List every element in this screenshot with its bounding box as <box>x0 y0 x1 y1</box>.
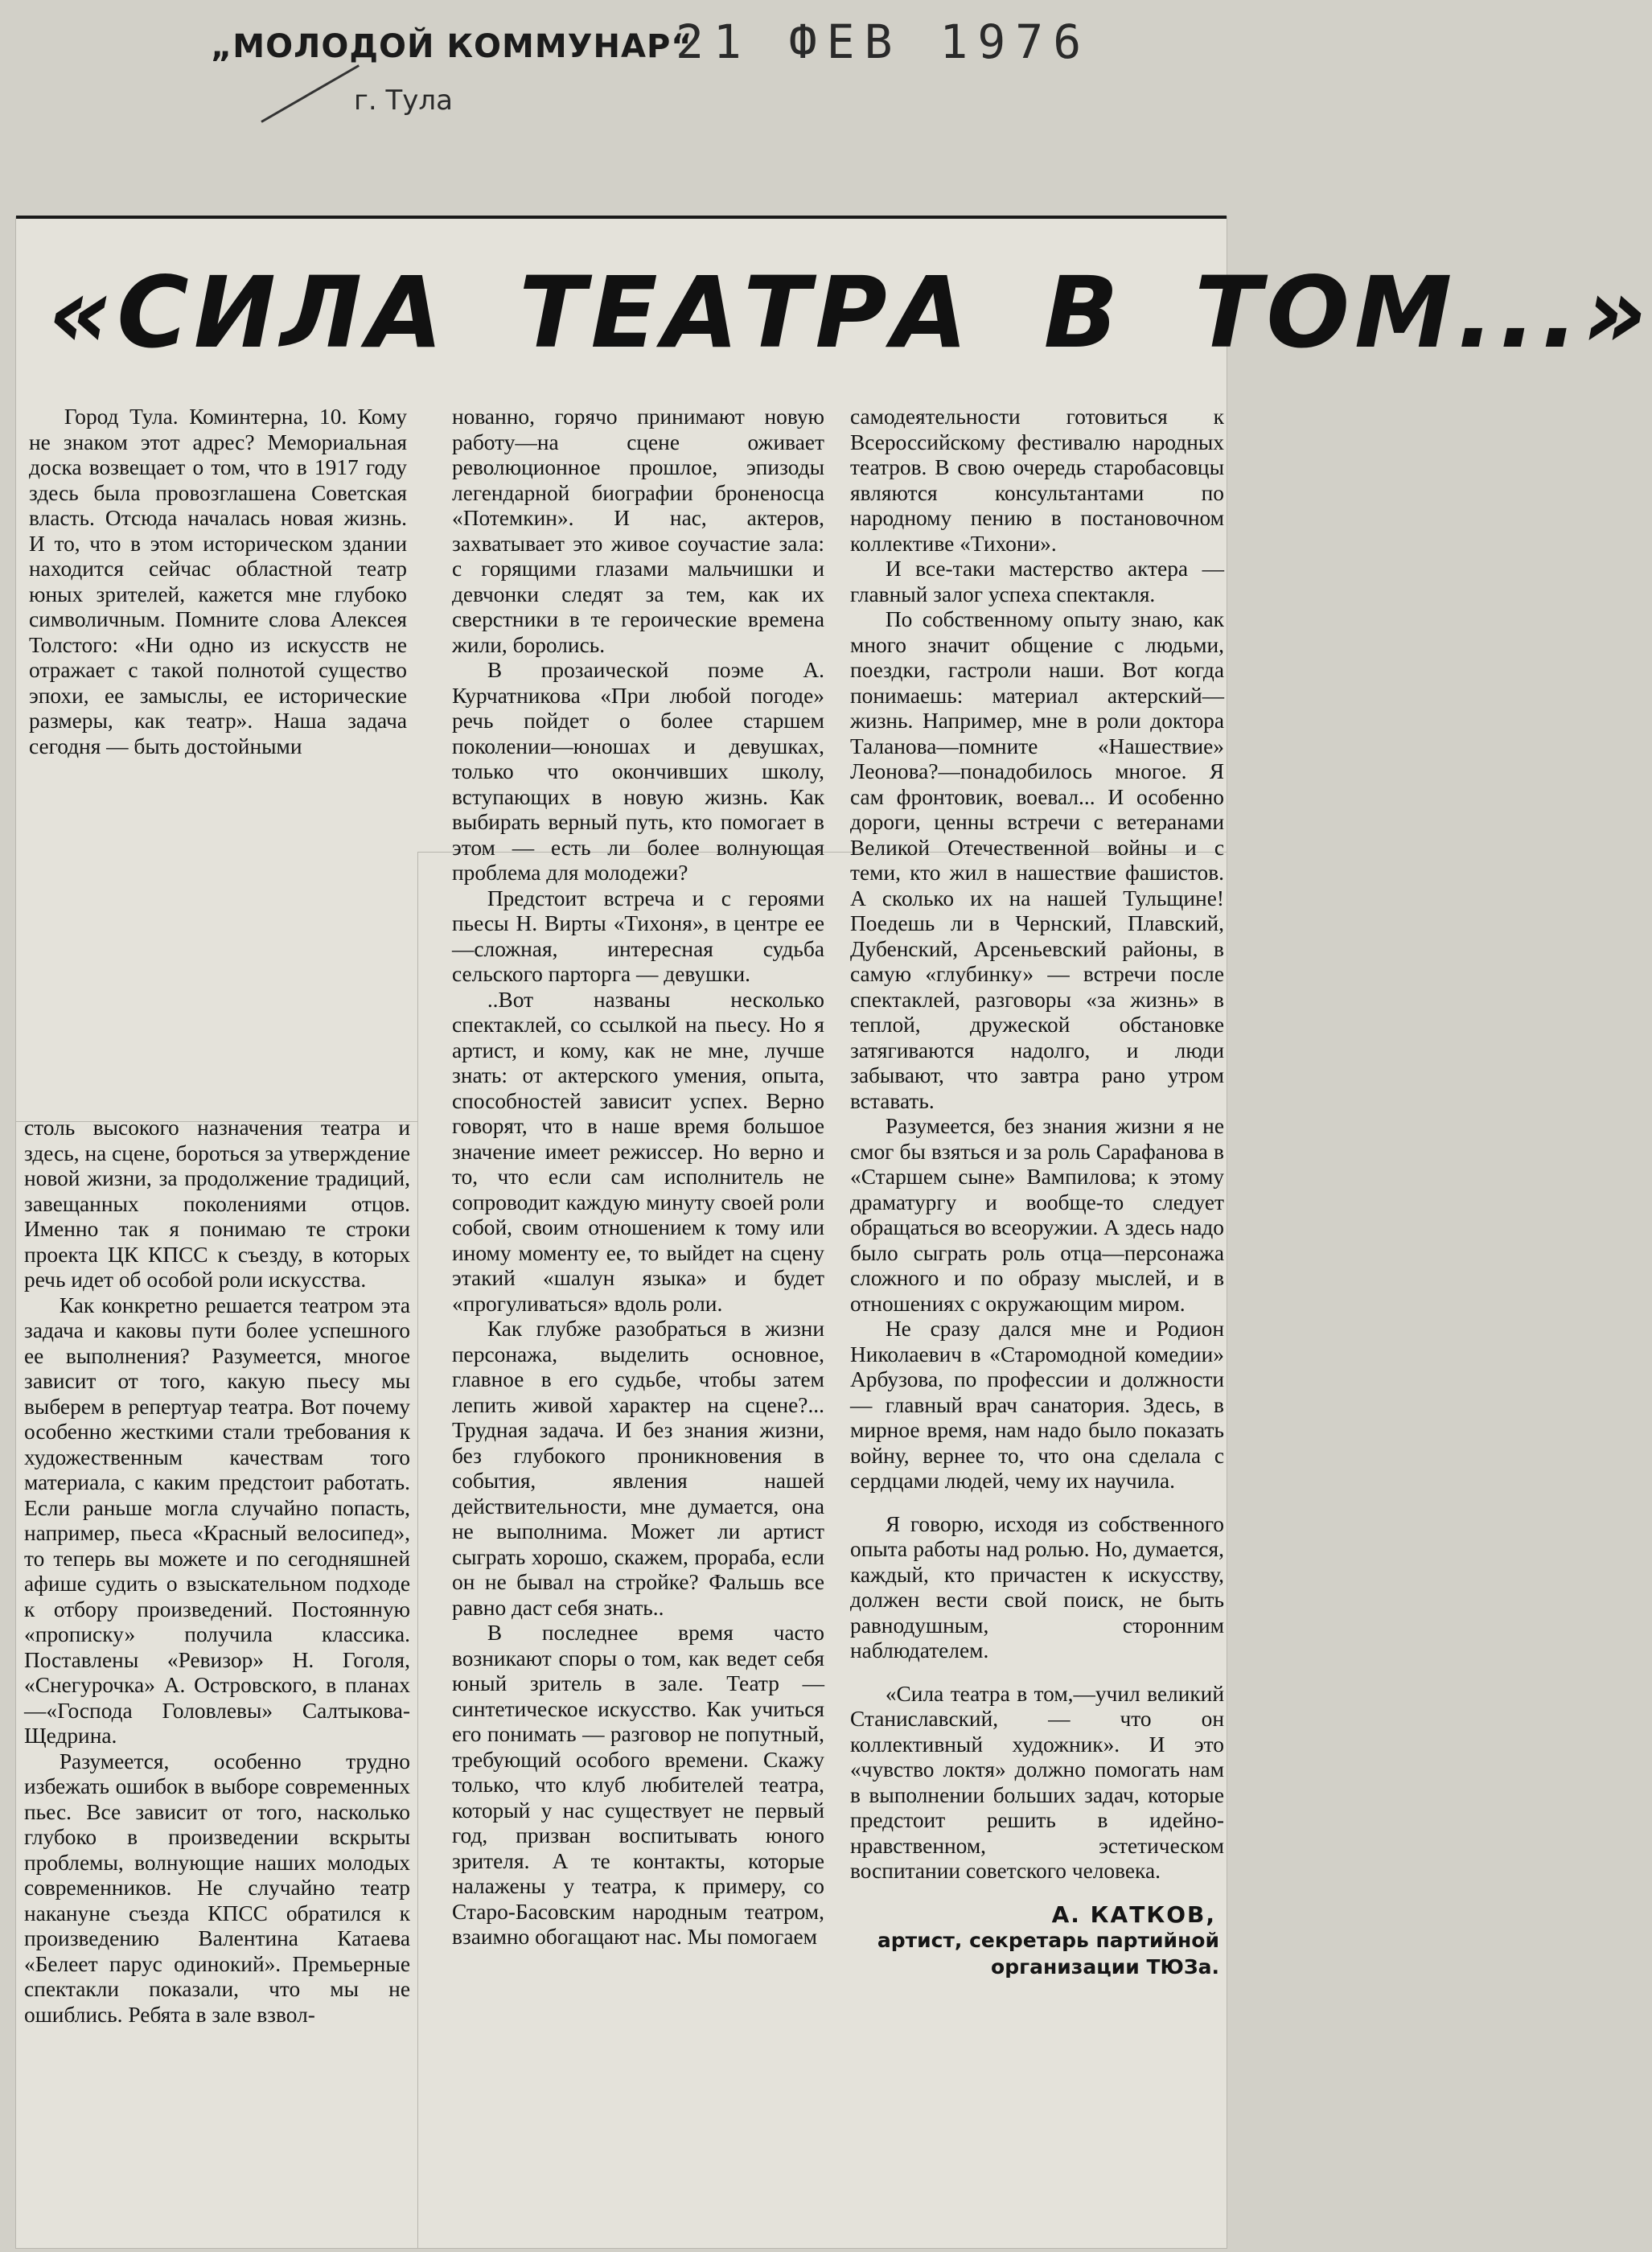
paragraph: В прозаической поэме А. Курчатникова «При любой погоде» речь пойдет о более старшем поколении—юношах и девушках, только что окончивших школу, вступающих в новую жизнь. Как выбирать верный путь, кто помогает в этом — есть ли более волнующая проблема для молодежи? <box>452 658 824 885</box>
paragraph: самодеятельности готовиться к Всероссийскому фестивалю народных театров. В свою очередь старобасовцы являются консультантами по народному пению в постановочном коллективе «Тихони». <box>850 405 1224 556</box>
author-name: А. КАТКОВ, <box>1051 1901 1216 1928</box>
newspaper-name-stamp: „МОЛОДОЙ КОММУНАР“ <box>211 28 693 65</box>
paragraph: В последнее время часто возникают споры о том, как ведет себя юный зритель в зале. Театр — синтетическое искусство. Как учиться его понимать — разговор не попутный, требующий особого времени. Скажу только, что клуб любителей театра, который у нас существует не первый год, призван воспитывать юного зрителя. А те контакты, которые налажены у театра, к примеру, со Старо-Басовским народным театром, взаимно обогащают нас. Мы помогаем <box>452 1621 824 1949</box>
paragraph: И все-таки мастерство актера — главный залог успеха спектакля. <box>850 557 1224 606</box>
paragraph: Не сразу дался мне и Родион Николаевич в «Старомодной комедии» Арбузова, по профессии и должности — главный врач санатория. Здесь, в мирное время, нам надо было показать войну, вернее то, что она сделала с сердцами людей, чему их научила. <box>850 1317 1224 1493</box>
pen-mark <box>261 64 360 123</box>
paragraph: Разумеется, без знания жизни я не смог бы взяться и за роль Сарафанова в «Старшем сыне» Вампилова; к этому драматургу и вообще-то следует обращаться во всеоружии. А здесь надо было сыграть роль отца—персонажа сложного и по образу мыслей, и в отношениях с окружающим миром. <box>850 1114 1224 1316</box>
paragraph: Город Тула. Коминтерна, 10. Кому не знаком этот адрес? Мемориальная доска возвещает о том, что в 1917 году здесь была провозглашена Советская власть. Отсюда началась новая жизнь. И то, что в этом историческом здании находится сейчас областной театр юных зрителей, кажется мне глубоко символичным. Помните слова Алексея Толстого: «Ни одно из искусств не отражает с такой полнотой существо эпохи, ее замыслы, ее исторические размеры, как театр». Наша задача сегодня — быть достойными <box>29 405 407 758</box>
paragraph: Как конкретно решается театром эта задача и каковы пути более успешного ее выполнения? Разумеется, многое зависит от того, какую пьесу мы выберем в репертуар театра. Вот почему особенно жесткими стали требования к художественным качествам того материала, с каким предстоит работать. Если раньше могла случайно попасть, например, пьеса «Красный велосипед», то теперь вы можете и по сегодняшней афише судить о взыскательном подходе к отбору произведений. Постоянную «прописку» получила классика. Поставлены «Ревизор» Н. Гоголя, «Снегурочка» А. Островского, в планах—«Господа Головлевы» Салтыкова-Щедрина. <box>24 1292 410 1748</box>
article-title: «СИЛА ТЕАТРА В ТОМ...» <box>48 256 1652 370</box>
paragraph: Разумеется, особенно трудно избежать ошибок в выборе современных пьес. Все зависит от того, насколько глубоко в произведении вскрыты проблемы, волнующие наших молодых современников. Не случайно театр накануне съезда КПСС обратился к произведению Валентина Катаева «Белеет парус одинокий». Премьерные спектакли показали, что мы не ошиблись. Ребята в зале взвол- <box>24 1749 410 2027</box>
city-label: г. Тула <box>354 84 453 117</box>
paragraph: «Сила театра в том,—учил великий Станиславский, — что он коллективный художник». И это «чувство локтя» должно помогать нам в выполнении больших задач, которые предстоит решить в идейно-нравственном, эстетическом воспитании советского человека. <box>850 1681 1224 1883</box>
author-role-line-2: организации ТЮЗа. <box>991 1955 1219 1979</box>
date-stamp: 21 ФЕВ 1976 <box>676 14 1091 69</box>
column-1-top <box>29 405 407 759</box>
paragraph: нованно, горячо принимают новую работу—на сцене оживает революционное прошлое, эпизоды легендарной биографии броненосца «Потемкин». И нас, актеров, захватывает это живое соучастие зала: с горящими глазами мальчишки и девчонки следят за тем, как их сверстники в те героические времена жили, боролись. <box>452 405 824 657</box>
paragraph: По собственному опыту знаю, как много значит общение с людьми, поездки, гастроли наши. Вот когда понимаешь: материал актерский—жизнь. Например, мне в роли доктора Таланова—помните «Нашествие» Леонова?—понадобилось многое. Я сам фронтовик, воевал... И особенно дороги, ценны встречи с ветеранами Великой Отечественной войны и с теми, кто жил в нашествие фашистов. А сколько их на нашей Тульщине! Поедешь ли в Чернский, Плавский, Дубенский, Арсеньевский районы, в самую «глубинку» — встречи после спектаклей, разговоры «за жизнь» в теплой, дружеской обстановке затягиваются надолго, и люди забывают, что завтра рано утром вставать. <box>850 607 1224 1113</box>
author-role-line-1: артист, секретарь партийной <box>877 1929 1219 1952</box>
paragraph: ..Вот названы несколько спектаклей, со ссылкой на пьесу. Но я артист, и кому, как не мне, лучше знать: от актерского умения, опыта, способностей зависит успех. Верно говорят, что в наше время большое значение имеет режиссер. Но верно и то, что если сам исполнитель не сопроводит каждую минуту своей роли собой, своим отношением к тому или иному моменту ее, то выйдет на сцену этакий «шалун языка» и будет «прогуливаться» вдоль роли. <box>452 987 824 1316</box>
column-1-bottom <box>24 1116 410 2028</box>
paragraph: Предстоит встреча и с героями пьесы Н. Вирты «Тихоня», в центре ее—сложная, интересная судьба сельского парторга — девушки. <box>452 886 824 986</box>
column-3 <box>850 405 1224 1980</box>
paragraph: Как глубже разобраться в жизни персонажа, выделить основное, главное в его судьбе, чтобы затем лепить живой характер на сцене?... Трудная задача. И без знания жизни, без глубокого проникновения в события, явления нашей действительности, мне думается, она не выполнима. Может ли артист сыграть хорошо, скажем, прораба, если он не бывал на стройке? Фальшь все равно даст себя знать.. <box>452 1317 824 1620</box>
paragraph: столь высокого назначения театра и здесь, на сцене, бороться за утверждение новой жизни, за продолжение традиций, завещанных поколениями отцов. Именно так я понимаю те строки проекта ЦК КПСС к съезду, в которых речь идет об особой роли искусства. <box>24 1116 410 1292</box>
column-2 <box>452 405 824 1950</box>
top-rule <box>16 216 1227 219</box>
paragraph: Я говорю, исходя из собственного опыта работы над ролью. Но, думается, каждый, кто причастен к искусству, должен вести свой поиск, не быть равнодушным, сторонним наблюдателем. <box>850 1511 1224 1662</box>
